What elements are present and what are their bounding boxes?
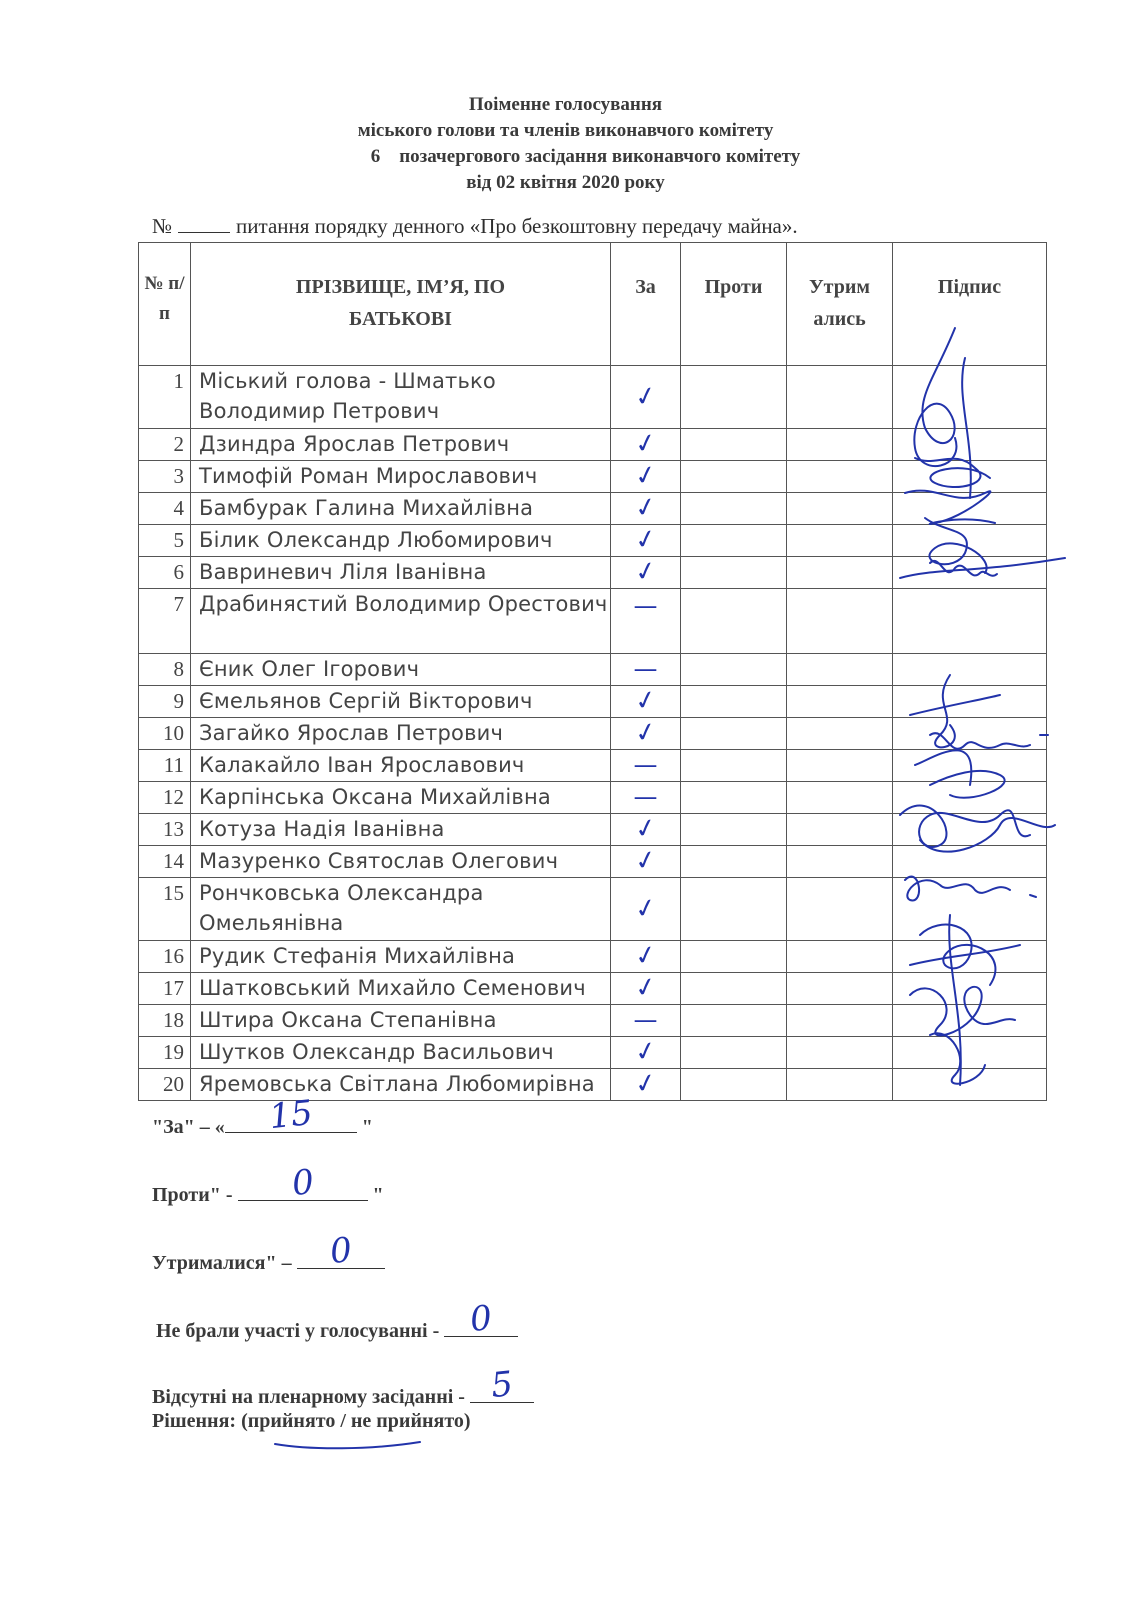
abstained-cell: [787, 718, 893, 750]
row-number: 5: [139, 525, 191, 557]
vote-mark: ✓: [611, 493, 681, 525]
abstained-cell: [787, 782, 893, 814]
agenda-number-blank: [178, 214, 230, 233]
vote-mark: ✓: [611, 846, 681, 878]
vote-mark: ✓: [611, 461, 681, 493]
header-for: За: [611, 243, 681, 366]
abstained-cell: [787, 654, 893, 686]
vote-mark: ✓: [611, 429, 681, 461]
member-name: Драбинястий Володимир Орестович: [191, 589, 611, 654]
member-name: Дзиндра Ярослав Петрович: [191, 429, 611, 461]
abstained-cell: [787, 1005, 893, 1037]
vote-mark: ✓: [611, 1037, 681, 1069]
summary-abstained: [152, 1229, 385, 1275]
row-number: 9: [139, 686, 191, 718]
vote-mark: —: [611, 654, 681, 686]
summary-against: [152, 1161, 384, 1207]
row-number: 13: [139, 814, 191, 846]
title-line-3: [0, 144, 1131, 170]
row-number: 10: [139, 718, 191, 750]
abstained-cell: [787, 941, 893, 973]
header-name: ПРІЗВИЩЕ, ІМ’Я, ПО БАТЬКОВІ: [191, 243, 611, 366]
member-name: Карпінська Оксана Михайлівна: [191, 782, 611, 814]
abstained-cell: [787, 878, 893, 941]
summary-absent-line: [470, 1363, 534, 1407]
abstained-cell: [787, 589, 893, 654]
vote-mark: —: [611, 750, 681, 782]
summary-abstained-label: Утрималися" –: [152, 1252, 292, 1274]
header-signature: Підпис: [893, 243, 1047, 366]
row-number: 14: [139, 846, 191, 878]
member-name: Яремовська Світлана Любомирівна: [191, 1069, 611, 1101]
row-number: 3: [139, 461, 191, 493]
abstained-cell: [787, 493, 893, 525]
summary-for-line: [225, 1092, 357, 1138]
row-number: 15: [139, 878, 191, 941]
against-cell: [681, 429, 787, 461]
vote-mark: —: [611, 782, 681, 814]
summary-for-label: "За" – «: [152, 1116, 225, 1138]
abstained-cell: [787, 686, 893, 718]
abstained-cell: [787, 973, 893, 1005]
abstained-cell: [787, 846, 893, 878]
summary-abstained-line: [297, 1229, 385, 1273]
summary-not-voted-line: [444, 1297, 518, 1341]
vote-mark: ✓: [611, 1069, 681, 1101]
vote-mark: ✓: [611, 366, 681, 429]
summary-for-end: ": [361, 1116, 373, 1138]
member-name: Ємельянов Сергій Вікторович: [191, 686, 611, 718]
member-name: Шатковський Михайло Семенович: [191, 973, 611, 1005]
summary-for: [152, 1092, 373, 1139]
against-cell: [681, 878, 787, 941]
signatures-group-2: [890, 665, 1070, 1105]
member-name: Котуза Надія Іванівна: [191, 814, 611, 846]
table-row: [139, 589, 1047, 654]
member-name: Мазуренко Святослав Олегович: [191, 846, 611, 878]
agenda-text: питання порядку денного «Про безкоштовну передачу майна».: [236, 214, 798, 238]
decision-options: (прийнято / не прийнято): [241, 1410, 471, 1432]
decision-underline-mark: [270, 1436, 430, 1456]
against-cell: [681, 782, 787, 814]
header-abstained: Утрим ались: [787, 243, 893, 366]
vote-mark: ✓: [611, 814, 681, 846]
against-cell: [681, 1005, 787, 1037]
title-date: від 02 квітня 2020 року: [466, 172, 665, 193]
vote-mark: —: [611, 1005, 681, 1037]
session-type: позачергового засідання виконавчого комітету: [399, 146, 801, 167]
against-cell: [681, 941, 787, 973]
vote-mark: ✓: [611, 878, 681, 941]
summary-not-voted-label: Не брали участі у голосуванні -: [156, 1320, 440, 1342]
abstained-cell: [787, 1069, 893, 1101]
member-name: Калакайло Іван Ярославович: [191, 750, 611, 782]
against-cell: [681, 718, 787, 750]
against-cell: [681, 973, 787, 1005]
session-number: 6: [370, 146, 381, 167]
abstained-cell: [787, 750, 893, 782]
agenda-line: [152, 214, 798, 239]
title-line-1: Поіменне голосування: [468, 94, 663, 115]
summary-for-value: 15: [267, 1092, 315, 1138]
row-number: 8: [139, 654, 191, 686]
row-number: 20: [139, 1069, 191, 1101]
row-number: 16: [139, 941, 191, 973]
against-cell: [681, 686, 787, 718]
member-name: Білик Олександр Любомирович: [191, 525, 611, 557]
row-number: 4: [139, 493, 191, 525]
member-name: Міський голова - Шматько Володимир Петрович: [191, 366, 611, 429]
against-cell: [681, 493, 787, 525]
abstained-cell: [787, 557, 893, 589]
against-cell: [681, 589, 787, 654]
member-name: Єник Олег Ігорович: [191, 654, 611, 686]
signatures-group-1: [895, 318, 1075, 598]
member-name: Штира Оксана Степанівна: [191, 1005, 611, 1037]
vote-mark: —: [611, 589, 681, 654]
against-cell: [681, 654, 787, 686]
abstained-cell: [787, 429, 893, 461]
against-cell: [681, 525, 787, 557]
row-number: 11: [139, 750, 191, 782]
summary-against-value: 0: [289, 1161, 316, 1205]
against-cell: [681, 1037, 787, 1069]
summary-not-voted-value: 0: [468, 1297, 495, 1341]
header-against: Проти: [681, 243, 787, 366]
member-name: Бамбурак Галина Михайлівна: [191, 493, 611, 525]
row-number: 17: [139, 973, 191, 1005]
header-num: № п/п: [139, 243, 191, 366]
member-name: Вавриневич Ліля Іванівна: [191, 557, 611, 589]
member-name: Тимофій Роман Мирославович: [191, 461, 611, 493]
title-line-2: міського голови та членів виконавчого комітету: [357, 120, 774, 141]
summary-against-line: [238, 1161, 368, 1205]
row-number: 18: [139, 1005, 191, 1037]
row-number: 12: [139, 782, 191, 814]
signature-cell: [893, 589, 1047, 654]
abstained-cell: [787, 461, 893, 493]
against-cell: [681, 1069, 787, 1101]
summary-against-label: Проти" -: [152, 1184, 233, 1206]
row-number: 6: [139, 557, 191, 589]
row-number: 19: [139, 1037, 191, 1069]
against-cell: [681, 846, 787, 878]
row-number: 7: [139, 589, 191, 654]
against-cell: [681, 750, 787, 782]
decision-label: Рішення:: [152, 1410, 237, 1432]
summary-decision: [152, 1410, 471, 1433]
abstained-cell: [787, 366, 893, 429]
member-name: Рудик Стефанія Михайлівна: [191, 941, 611, 973]
abstained-cell: [787, 814, 893, 846]
agenda-number-sign: №: [152, 214, 173, 238]
member-name: Загайко Ярослав Петрович: [191, 718, 611, 750]
member-name: Шутков Олександр Васильович: [191, 1037, 611, 1069]
summary-absent-value: 5: [489, 1363, 515, 1407]
member-name: Рончковська Олександра Омельянівна: [191, 878, 611, 941]
against-cell: [681, 461, 787, 493]
vote-mark: ✓: [611, 686, 681, 718]
against-cell: [681, 814, 787, 846]
vote-mark: ✓: [611, 718, 681, 750]
against-cell: [681, 366, 787, 429]
vote-mark: ✓: [611, 525, 681, 557]
row-number: 1: [139, 366, 191, 429]
abstained-cell: [787, 1037, 893, 1069]
summary-absent-label: Відсутні на пленарному засіданні -: [152, 1386, 465, 1408]
summary-absent: [152, 1363, 534, 1409]
against-cell: [681, 557, 787, 589]
abstained-cell: [787, 525, 893, 557]
vote-mark: ✓: [611, 973, 681, 1005]
summary-not-voted: [156, 1297, 518, 1343]
summary-abstained-value: 0: [327, 1229, 354, 1273]
row-number: 2: [139, 429, 191, 461]
summary-against-end: ": [372, 1184, 384, 1206]
vote-mark: ✓: [611, 557, 681, 589]
vote-mark: ✓: [611, 941, 681, 973]
